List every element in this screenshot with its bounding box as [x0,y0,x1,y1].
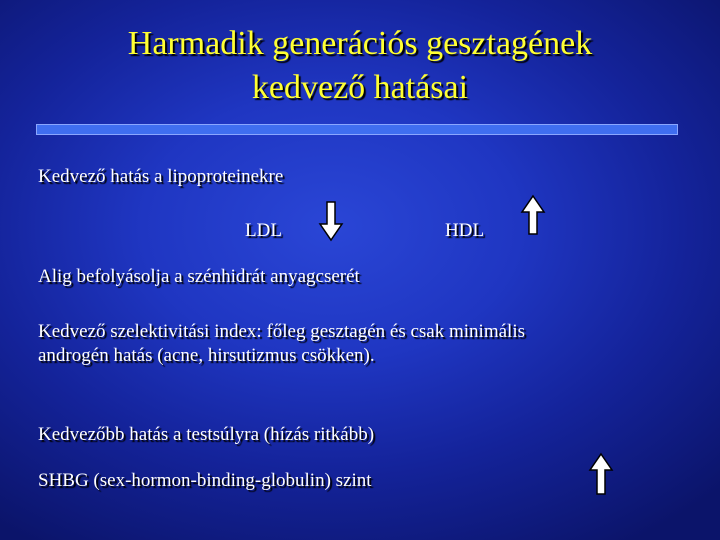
weight-effect-text: Kedvezőbb hatás a testsúlyra (hízás ritkább) [38,424,375,445]
title-line-2: kedvező hatásai [251,69,469,106]
slide-title [0,22,720,110]
arrow-up-icon [520,194,546,236]
ldl-label: LDL [245,220,282,241]
hdl-label: HDL [445,220,485,241]
title-line-1: Harmadik generációs gesztagének [127,25,593,62]
lipoprotein-effect-text: Kedvező hatás a lipoproteinekre [38,166,284,187]
shbg-text: SHBG (sex-hormon-binding-globulin) szint [38,470,372,491]
title-divider [36,124,678,135]
selectivity-text-line-1: Kedvező szelektivitási index: főleg gesztagén és csak minimális [38,321,525,342]
selectivity-text-line-2: androgén hatás (acne, hirsutizmus csökken). [38,345,375,366]
arrow-up-icon [588,452,614,496]
arrow-down-icon [318,200,344,242]
carbohydrate-effect-text: Alig befolyásolja a szénhidrát anyagcserét [38,266,360,287]
